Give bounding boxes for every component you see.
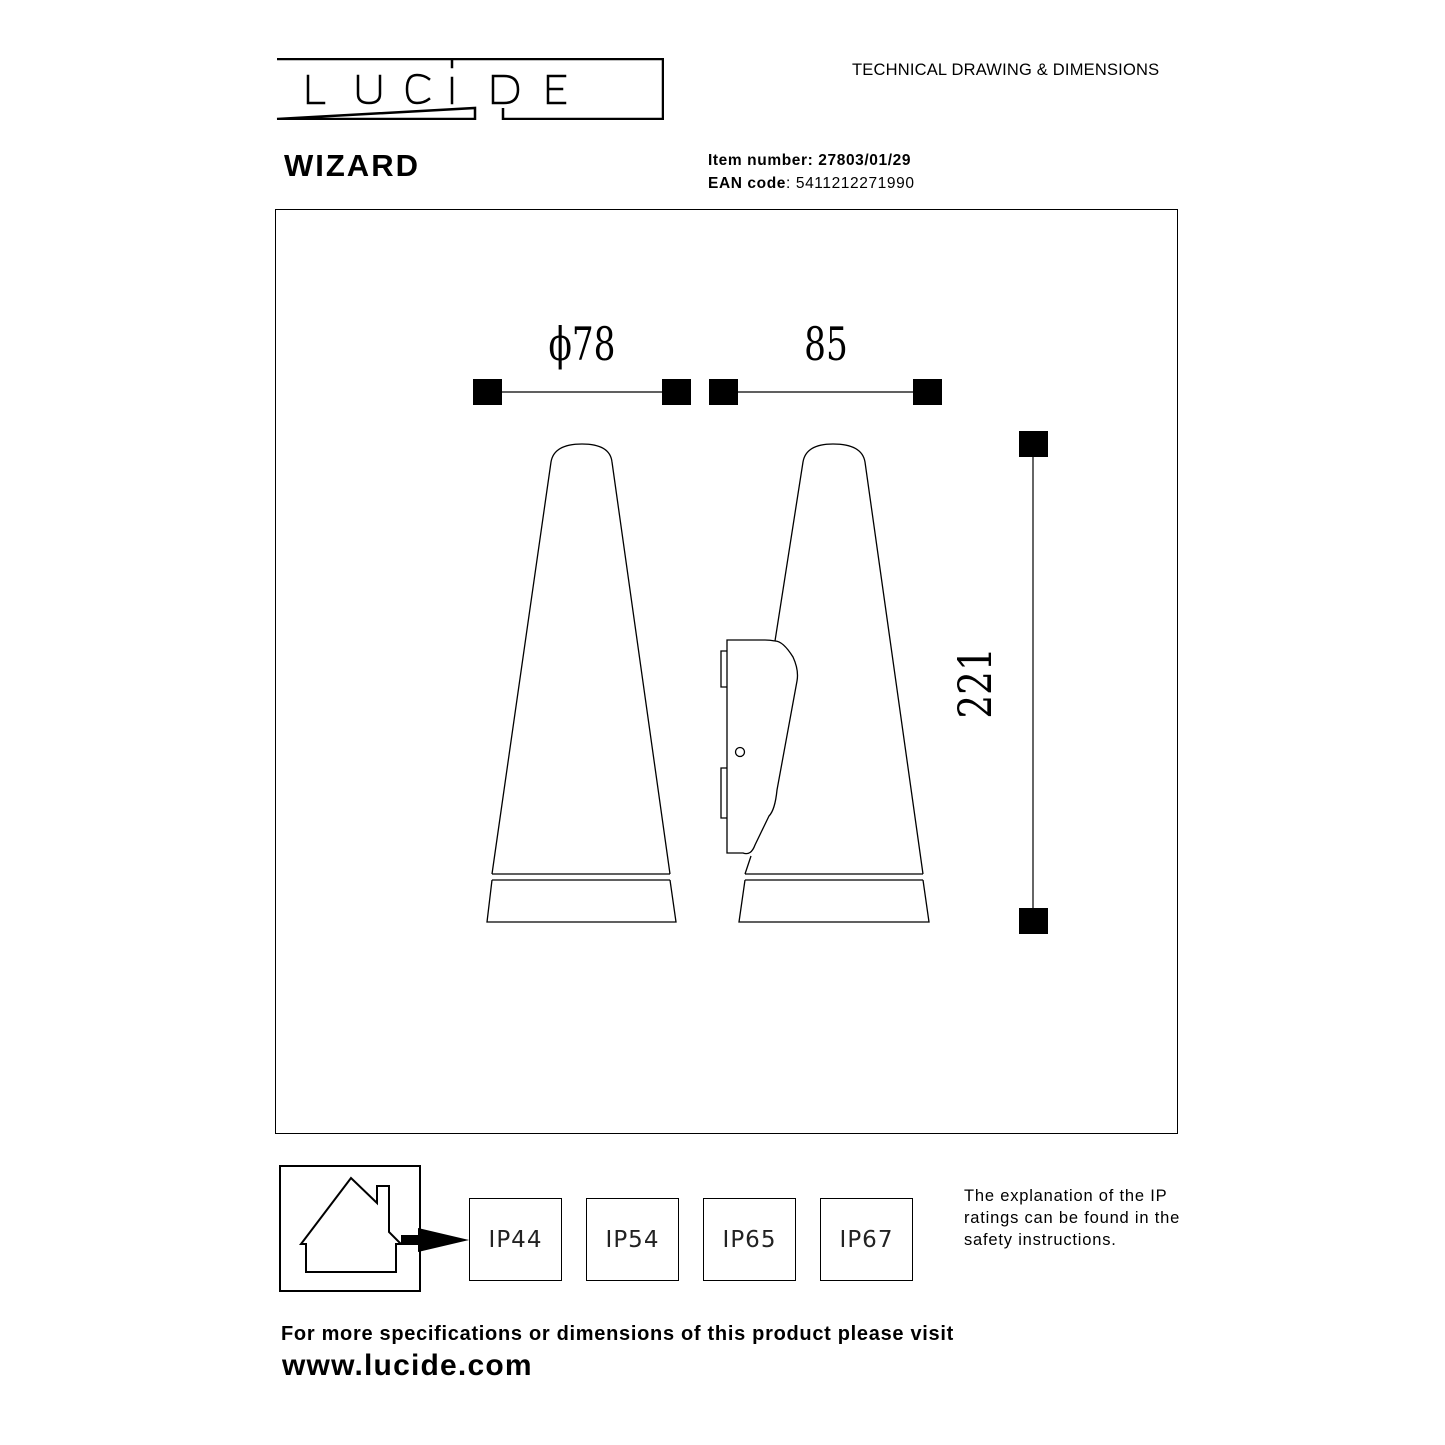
ean-label: EAN code — [708, 175, 787, 192]
item-number-value: 27803/01/29 — [818, 152, 912, 169]
item-number-row: Item number: 27803/01/29 — [708, 152, 912, 169]
ip65-badge: IP65 — [703, 1198, 796, 1281]
footer-website-link[interactable]: www.lucide.com — [282, 1349, 533, 1382]
front-view — [487, 444, 676, 922]
dimension-diameter — [473, 317, 691, 405]
dimension-diameter-label: ϕ78 — [548, 316, 616, 372]
dimension-depth-label: 85 — [804, 316, 848, 372]
ip44-badge: IP44 — [469, 1198, 562, 1281]
side-view — [721, 444, 929, 922]
product-name: WIZARD — [284, 148, 420, 183]
dimension-height — [948, 431, 1048, 934]
item-number-label: Item number — [708, 152, 808, 169]
ean-value: 5411212271990 — [795, 175, 915, 192]
dimension-depth — [709, 317, 942, 405]
dimension-height-label: 221 — [948, 647, 1002, 719]
footer-text: For more specifications or dimensions of this product please visit — [281, 1323, 954, 1345]
ip-ratings-note: The explanation of the IP ratings can be found in the safety instructions. — [964, 1187, 1181, 1249]
ip54-badge: IP54 — [586, 1198, 679, 1281]
document-type-label: TECHNICAL DRAWING & DIMENSIONS — [852, 61, 1160, 79]
ean-row: EAN code: 5411212271990 — [708, 175, 915, 192]
ip67-badge: IP67 — [820, 1198, 913, 1281]
